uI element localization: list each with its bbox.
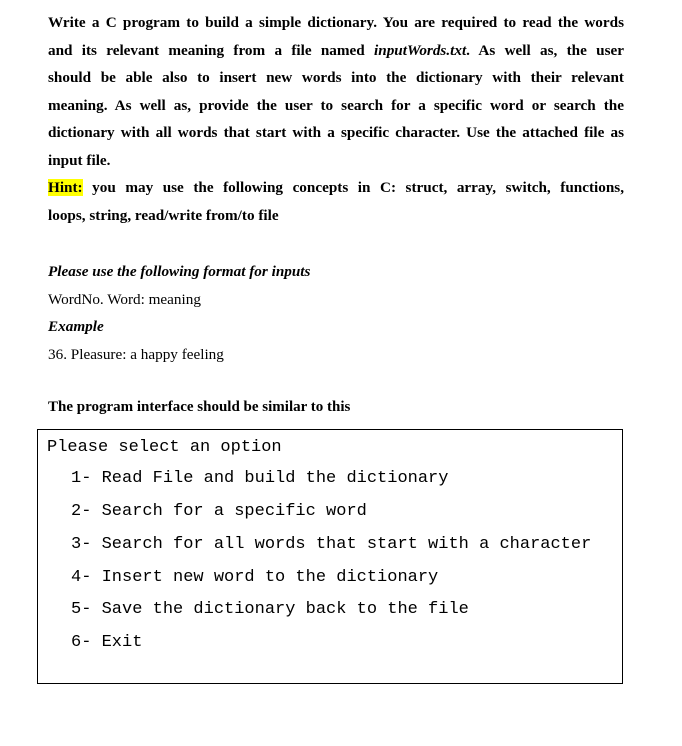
interface-box bbox=[37, 429, 623, 684]
task-line-2 bbox=[48, 37, 624, 65]
task-line-4: meaning. As well as, provide the user to search for a specific word or search the bbox=[48, 96, 624, 114]
menu-prompt: Please select an option bbox=[47, 438, 282, 457]
example-text: 36. Pleasure: a happy feeling bbox=[48, 346, 224, 363]
format-pattern: WordNo. Word: meaning bbox=[48, 291, 201, 308]
task-description bbox=[48, 9, 624, 229]
example-heading: Example bbox=[48, 318, 104, 335]
task-line-2-tail: . As well as, the user bbox=[466, 41, 624, 59]
hint-text: you may use the following concepts in C: struct, array, switch, functions, bbox=[82, 179, 624, 196]
menu-option-5: 5- Save the dictionary back to the file bbox=[71, 600, 469, 619]
format-heading: Please use the following format for inputs bbox=[48, 263, 311, 280]
hint-line bbox=[48, 174, 624, 202]
task-line-3: should be able also to insert new words into the dictionary with their relevant bbox=[48, 69, 624, 86]
menu-option-4: 4- Insert new word to the dictionary bbox=[71, 568, 439, 587]
filename: inputWords.txt bbox=[374, 41, 467, 59]
menu-option-6: 6- Exit bbox=[71, 633, 143, 652]
task-line-5: dictionary with all words that start with a specific character. Use the attached file as bbox=[48, 124, 624, 141]
menu-option-3: 3- Search for all words that start with a character bbox=[71, 535, 592, 554]
interface-title: The program interface should be similar to this bbox=[48, 399, 351, 415]
menu-option-2: 2- Search for a specific word bbox=[71, 502, 367, 521]
task-line-2-start: and its relevant meaning from a file named bbox=[48, 41, 365, 59]
menu-option-1: 1- Read File and build the dictionary bbox=[71, 469, 449, 488]
task-line-6: input file. bbox=[48, 151, 111, 169]
hint-line-2: loops, string, read/write from/to file bbox=[48, 206, 279, 224]
task-line-1: Write a C program to build a simple dictionary. You are required to read the words bbox=[48, 14, 624, 31]
hint-label: Hint: bbox=[48, 179, 83, 196]
